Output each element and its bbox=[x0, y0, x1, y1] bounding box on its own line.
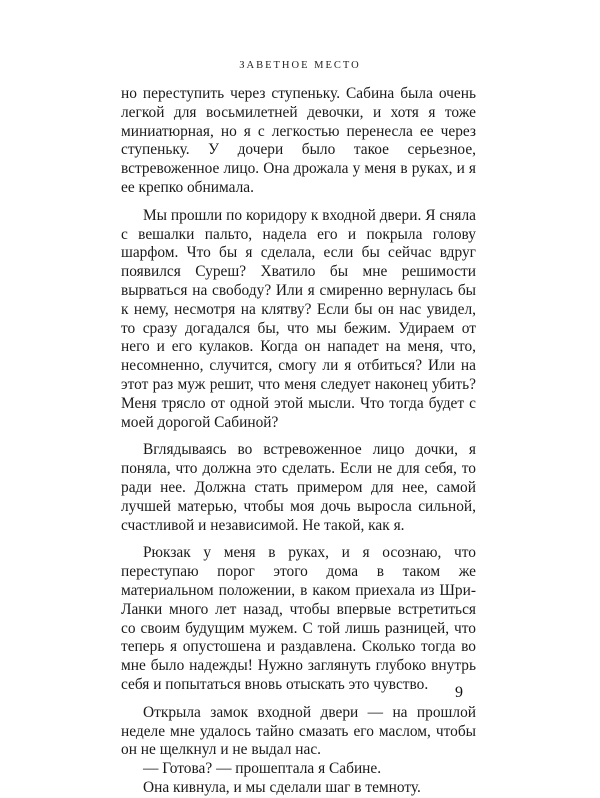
page-number: 9 bbox=[455, 684, 463, 701]
paragraph: Рюкзак у меня в руках, и я осознаю, что переступаю порог этого дома в таком же материальном положении, в каком приехала из Шри-Ланки много лет назад, чтобы впервые встретиться со своим будущим мужем. С той лишь разницей, что теперь я опустошена и раздавлена. Сколько тогда во мне было надежды! Нужно заглянуть глубоко внутрь себя и попытаться вновь отыскать это чувство. bbox=[121, 544, 476, 693]
running-head: ЗАВЕТНОЕ МЕСТО bbox=[239, 60, 361, 71]
paragraph: Открыла замок входной двери — на прошлой неделе мне удалось тайно смазать его маслом, чтобы он не щелкнул и не выдал нас. bbox=[121, 703, 476, 759]
paragraph: но переступить через ступеньку. Сабина была очень легкой для восьмилетней девочки, и хотя я тоже миниатюрная, но я с легкостью перенесла ее через ступеньку. У дочери было такое серьезное, встревоженное лицо. Она дрожала у меня в руках, и я ее крепко обнимала. bbox=[121, 85, 476, 196]
body-text bbox=[121, 85, 476, 798]
paragraph: Мы прошли по коридору к входной двери. Я сняла с вешалки пальто, надела его и покрыла голову шарфом. Что бы я сделала, если бы сейчас вдруг появился Суреш? Хватило бы мне решимости вырваться на свободу? Или я смиренно вернулась бы к нему, несмотря на клятву? Если бы он нас увидел, то сразу догадался бы, что мы бежим. Удираем от него и его кулаков. Когда он нападет на меня, что, несомненно, случится, смогу ли я отбиться? Или на этот раз муж решит, что меня следует наконец убить? Меня трясло от одной этой мысли. Что тогда будет с моей дорогой Сабиной? bbox=[121, 206, 476, 431]
dialogue-line: — Готова? — прошептала я Сабине. bbox=[143, 760, 382, 778]
paragraph: Вглядываясь во встревоженное лицо дочки, я поняла, что должна это сделать. Если не для себя, то ради нее. Должна стать примером для нее, самой лучшей матерью, чтобы моя дочь выросла сильной, счастливой и независимой. Не такой, как я. bbox=[121, 441, 476, 534]
paragraph: Она кивнула, и мы сделали шаг в темноту. bbox=[143, 778, 421, 796]
